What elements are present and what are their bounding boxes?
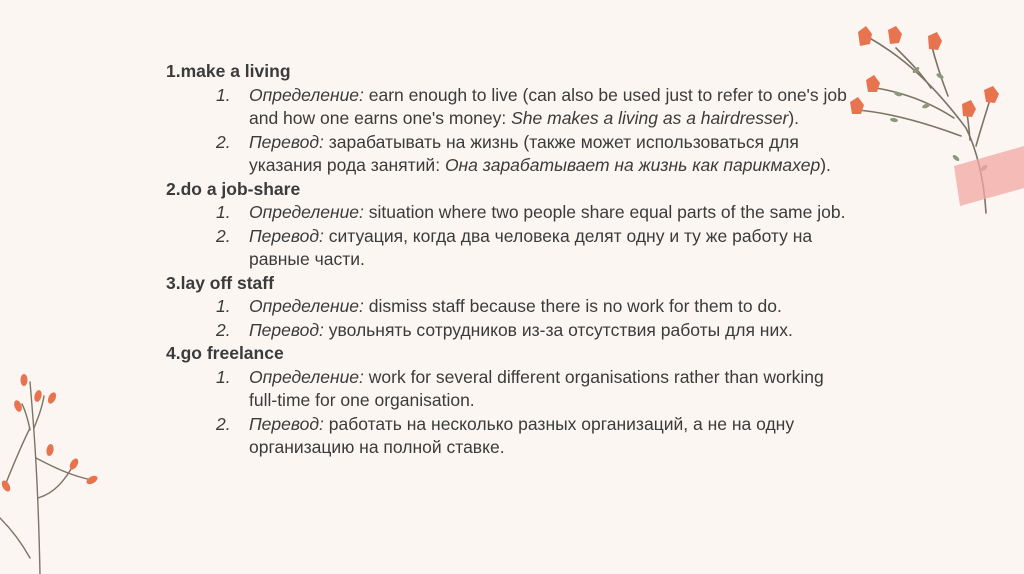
item-label: Определение: xyxy=(249,84,364,105)
list-item xyxy=(166,319,856,343)
item-label: Определение: xyxy=(249,296,364,316)
item-label: Перевод: xyxy=(249,319,324,340)
item-text: зарабатывать на жизнь (также может использоваться для указания рода занятий: xyxy=(249,131,799,175)
item-label: Перевод: xyxy=(249,225,324,246)
section-title: 1.make a living xyxy=(166,61,291,81)
item-number: 2. xyxy=(216,131,231,152)
list-item xyxy=(166,366,856,413)
item-text: earn enough to live (can also be used just to refer to one's job and how one earns one's money: xyxy=(249,84,847,128)
section-go-freelance xyxy=(166,342,856,460)
item-number: 1. xyxy=(216,202,231,222)
item-text: ситуация, когда два человека делят одну и ту же работу на равные части. xyxy=(249,225,813,269)
flower-branch-icon xyxy=(0,368,110,574)
item-text: work for several different organisations rather than working full-time for one organisation. xyxy=(249,366,824,410)
item-number: 1. xyxy=(216,84,231,105)
list-item xyxy=(166,84,856,131)
definition-list xyxy=(166,295,856,342)
definition-list xyxy=(166,201,856,272)
item-number: 1. xyxy=(216,366,231,387)
item-text: работать на несколько разных организаций, а не на одну организацию на полной ставке. xyxy=(249,413,795,457)
vocabulary-list xyxy=(166,60,856,460)
item-example: Она зарабатывает на жизнь как парикмахер xyxy=(444,155,821,175)
section-do-a-job-share xyxy=(166,178,856,272)
item-text: dismiss staff because there is no work for them to do. xyxy=(363,296,782,316)
item-text-end: ). xyxy=(788,108,800,128)
list-item xyxy=(166,201,856,225)
item-text-end: ). xyxy=(820,155,831,175)
section-title: 3.lay off staff xyxy=(166,272,274,293)
item-text: увольнять сотрудников из-за отсутствия работы для них. xyxy=(323,319,793,340)
item-number: 1. xyxy=(216,296,231,316)
list-item xyxy=(166,131,856,178)
item-number: 2. xyxy=(216,319,231,340)
item-example: She makes a living as a hairdresser xyxy=(511,108,789,128)
item-label: Определение: xyxy=(249,202,364,222)
flower-branch-icon xyxy=(836,18,1024,218)
section-title: 4.go freelance xyxy=(166,343,284,363)
item-text: situation where two people share equal parts of the same job. xyxy=(363,202,846,222)
section-title: 2.do a job-share xyxy=(166,178,301,199)
item-label: Перевод: xyxy=(249,131,324,152)
definition-list xyxy=(166,366,856,460)
item-label: Определение: xyxy=(249,366,364,387)
item-number: 2. xyxy=(216,225,231,246)
section-lay-off-staff xyxy=(166,272,856,343)
list-item xyxy=(166,225,856,272)
section-make-a-living xyxy=(166,60,856,178)
list-item xyxy=(166,413,856,460)
list-item xyxy=(166,295,856,319)
item-label: Перевод: xyxy=(249,413,324,434)
definition-list xyxy=(166,84,856,178)
item-number: 2. xyxy=(216,413,231,434)
